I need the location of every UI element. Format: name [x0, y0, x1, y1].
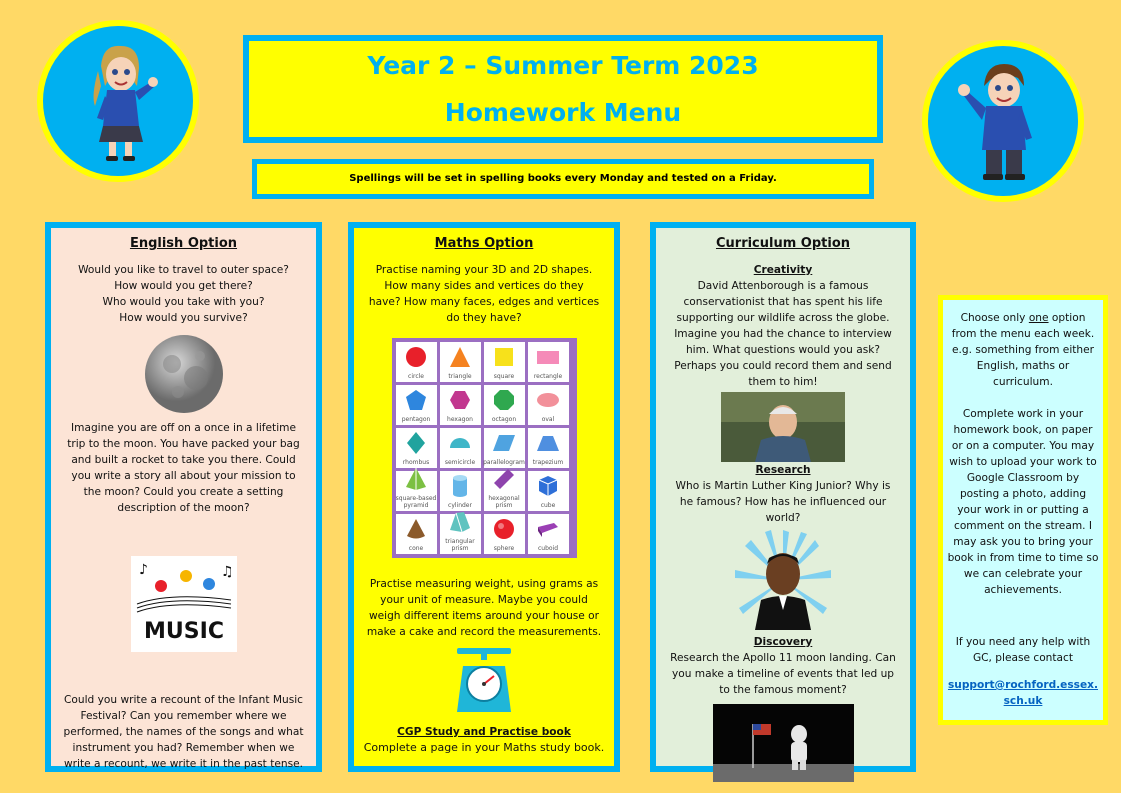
- music-image: [131, 556, 237, 652]
- girl-avatar: [37, 20, 199, 182]
- choose-note: [947, 310, 1099, 390]
- shape-card: [528, 342, 569, 382]
- shape-card: [484, 471, 525, 511]
- shape-label: semicircle: [444, 459, 476, 466]
- shape-card: [440, 342, 481, 382]
- weight-text: Practise measuring weight, using grams as your unit of measure. Maybe you could weigh different items around your house or make a cake and record the measurements.: [366, 578, 602, 638]
- cone-icon: [404, 517, 428, 545]
- shape-card: [528, 514, 569, 554]
- shape-card: [440, 428, 481, 468]
- shape-label: hexagonal prism: [488, 495, 520, 509]
- shapes-chart: [392, 338, 577, 558]
- complete-note: Complete work in your homework book, on paper or on a computer. You may wish to upload your work to Google Classroom by posting a photo, adding your work in or putting a comment on the stream. I may ask you to bring your book in from time to time so we can celebrate your achievements.: [947, 408, 1099, 596]
- creativity-text: David Attenborough is a famous conservationist that has spent his life supporting our wildlife across the globe. Imagine you had the chance to interview him. What questions would you ask? Perhaps you could record them and send them to him!: [674, 280, 892, 388]
- shape-card: [484, 514, 525, 554]
- english-intro-1: Would you like to travel to outer space? How would you get there?: [78, 264, 289, 292]
- sphere-icon: [492, 517, 516, 545]
- page-title: Year 2 – Summer Term 2023: [367, 51, 759, 80]
- spellings-note: Spellings will be set in spelling books every Monday and tested on a Friday.: [252, 159, 874, 199]
- cylinder-icon: [448, 474, 472, 502]
- octagon-icon: [492, 388, 516, 416]
- research-heading: Research: [755, 464, 811, 476]
- shape-label: pentagon: [401, 416, 431, 423]
- discovery-heading: Discovery: [753, 636, 813, 648]
- moon-story-text: Imagine you are off on a once in a lifetime trip to the moon. You have packed your bag and built a rocket to take you there. Could you write a story all about your mission to the moon? Could you create a setting description of the moon?: [67, 422, 300, 514]
- english-heading: English Option: [129, 236, 238, 251]
- cube-icon: [536, 474, 560, 502]
- shape-label: cube: [540, 502, 556, 509]
- square-icon: [492, 345, 516, 373]
- shape-card: [396, 385, 437, 425]
- shape-card: [484, 342, 525, 382]
- boy-avatar: [922, 40, 1084, 202]
- creativity-heading: Creativity: [753, 264, 813, 276]
- shape-card: [396, 471, 437, 511]
- parallelogram-icon: [492, 431, 516, 459]
- mlk-image: [735, 530, 831, 630]
- shape-card: [528, 428, 569, 468]
- research-text: Who is Martin Luther King Junior? Why is he famous? How has he influenced our world?: [675, 480, 891, 524]
- shape-label: cone: [408, 545, 424, 552]
- discovery-text: Research the Apollo 11 moon landing. Can you make a timeline of events that led up to the famous moment?: [670, 652, 896, 696]
- shape-label: rhombus: [402, 459, 430, 466]
- help-note: If you need any help with GC, please contact: [955, 636, 1091, 664]
- choose-one: one: [1028, 312, 1049, 324]
- english-panel: [45, 222, 322, 772]
- page-subtitle: Homework Menu: [444, 98, 682, 127]
- maths-heading: Maths Option: [434, 236, 534, 251]
- moon-image: [144, 334, 224, 414]
- instructions-panel: [938, 295, 1108, 725]
- shape-card: [396, 428, 437, 468]
- pyramid-icon: [404, 467, 428, 495]
- shape-card: [396, 342, 437, 382]
- shape-card: [440, 471, 481, 511]
- shape-label: square-based pyramid: [395, 495, 437, 509]
- shape-card: [484, 428, 525, 468]
- curriculum-heading: Curriculum Option: [715, 236, 851, 251]
- cgp-text: Complete a page in your Maths study book.: [363, 741, 605, 754]
- shape-card: [440, 385, 481, 425]
- scale-image: [449, 646, 519, 716]
- curriculum-panel: [650, 222, 916, 772]
- shape-label: hexagon: [447, 416, 473, 423]
- hexagon-icon: [448, 388, 472, 416]
- circle-icon: [404, 345, 428, 373]
- tri-prism-icon: [448, 510, 472, 538]
- shape-label: circle: [408, 373, 424, 380]
- choose-post: option from the menu each week. e.g. something from either English, maths or curriculum.: [951, 312, 1095, 388]
- pentagon-icon: [404, 388, 428, 416]
- shape-card: [440, 514, 481, 554]
- svg-text:♫: ♫: [220, 564, 234, 580]
- rectangle-icon: [536, 345, 560, 373]
- shapes-text: Practise naming your 3D and 2D shapes. How many sides and vertices do they have? How many faces, edges and vertices do they have?: [368, 264, 600, 324]
- support-email-link[interactable]: support@rochford.essex.sch.uk: [947, 678, 1099, 707]
- cgp-heading: CGP Study and Practise book: [397, 726, 571, 738]
- music-label: MUSIC: [143, 619, 224, 644]
- maths-panel: [348, 222, 620, 772]
- shape-label: parallelogram: [483, 459, 525, 466]
- hex-prism-icon: [492, 467, 516, 495]
- shape-label: trapezium: [532, 459, 564, 466]
- triangle-icon: [448, 345, 472, 373]
- title-box: [243, 35, 883, 143]
- english-intro-2: Who would you take with you?: [102, 296, 265, 308]
- choose-pre: Choose only: [960, 312, 1029, 324]
- music-recount-text: Could you write a recount of the Infant Music Festival? Can you remember where we performed, the names of the songs and what instrument you had? Remember when we write a recount, we write it in the past tense.: [63, 694, 304, 770]
- shape-label: octagon: [491, 416, 517, 423]
- shape-label: triangular prism: [445, 538, 475, 552]
- shape-label: cylinder: [448, 502, 472, 509]
- rhombus-icon: [404, 431, 428, 459]
- trapezium-icon: [536, 431, 560, 459]
- shape-label: triangle: [448, 373, 472, 380]
- shape-label: cuboid: [537, 545, 559, 552]
- shape-label: sphere: [493, 545, 515, 552]
- shape-label: square: [493, 373, 515, 380]
- english-intro-3: How would you survive?: [119, 312, 248, 324]
- svg-text:♪: ♪: [138, 562, 148, 578]
- shape-label: oval: [541, 416, 555, 423]
- shape-card: [396, 514, 437, 554]
- oval-icon: [536, 388, 560, 416]
- shape-card: [484, 385, 525, 425]
- moon-landing-photo: [713, 704, 854, 782]
- shape-card: [528, 471, 569, 511]
- cuboid-icon: [536, 517, 560, 545]
- semicircle-icon: [448, 431, 472, 459]
- shape-card: [528, 385, 569, 425]
- attenborough-photo: [721, 392, 845, 462]
- shape-label: rectangle: [533, 373, 563, 380]
